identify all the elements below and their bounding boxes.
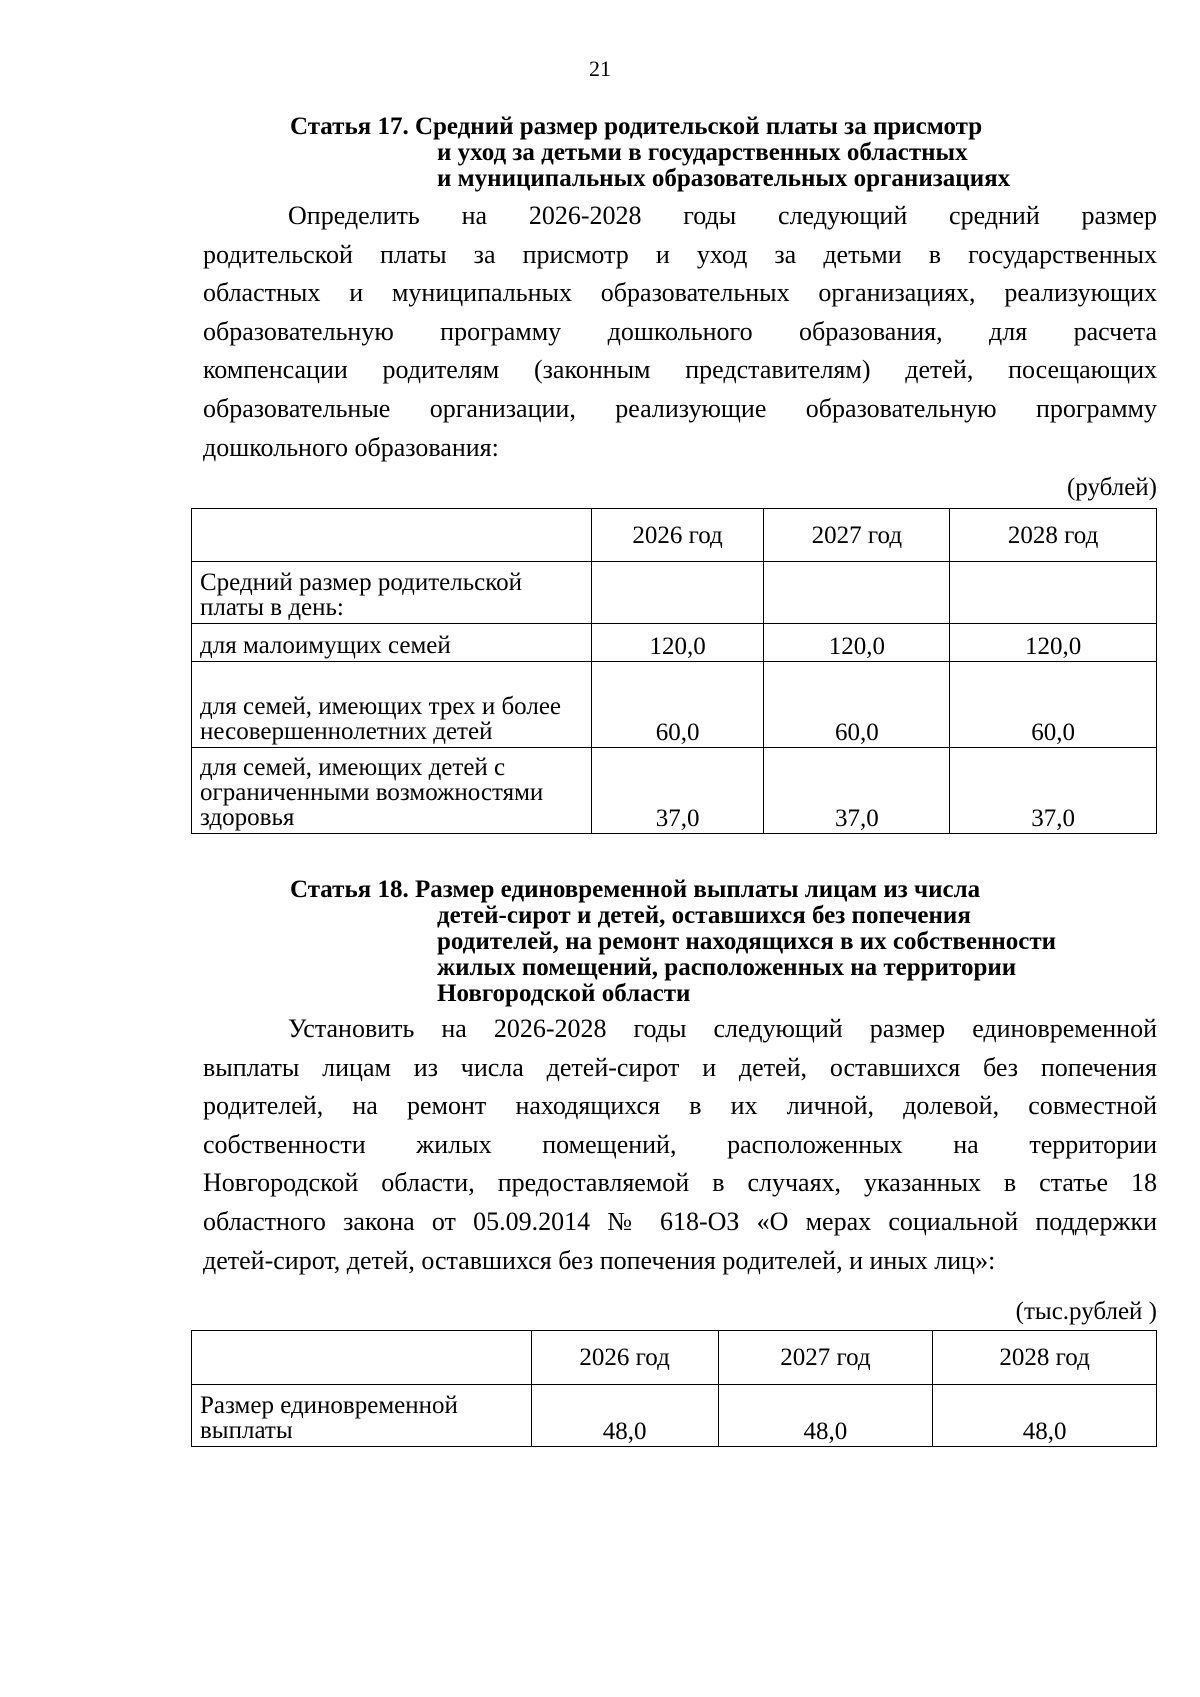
- table-row: [192, 562, 1157, 624]
- heading-line: родителей, на ремонт находящихся в их собственности: [437, 928, 1057, 955]
- lump-sum-payment-table: [191, 1330, 1157, 1447]
- table-row: [192, 748, 1157, 834]
- table-cell: [950, 562, 1157, 624]
- paragraph-line: дошкольного образования:: [203, 432, 499, 462]
- paragraph-line: Новгородской области, предоставляемой в случаях, указанных в статье 18: [203, 1168, 1157, 1198]
- table-row: [192, 1385, 1157, 1447]
- heading-line: и муниципальных образовательных организациях: [437, 165, 1011, 192]
- table-cell: 120,0: [591, 624, 764, 662]
- table-cell: 60,0: [950, 662, 1157, 748]
- paragraph-line: выплаты лицам из числа детей-сирот и детей, оставшихся без попечения: [203, 1052, 1157, 1082]
- heading-line: Статья 17. Средний размер родительской платы за присмотр: [290, 113, 983, 140]
- table-cell: 60,0: [764, 662, 950, 748]
- row-label: для малоимущих семей: [192, 624, 592, 662]
- table-header-cell: 2027 год: [718, 1331, 933, 1385]
- paragraph-line: родительской платы за присмотр и уход за детьми в государственных: [203, 239, 1157, 269]
- paragraph-line: областных и муниципальных образовательных организациях, реализующих: [203, 278, 1157, 308]
- table-cell: 37,0: [591, 748, 764, 834]
- table-cell: 48,0: [531, 1385, 718, 1447]
- table-cell: [591, 562, 764, 624]
- paragraph-line: Установить на 2026-2028 годы следующий размер единовременной: [288, 1014, 1157, 1043]
- paragraph-line: Определить на 2026-2028 годы следующий средний размер: [288, 201, 1157, 230]
- paragraph-line: образовательные организации, реализующие образовательную программу: [203, 393, 1157, 423]
- table-header-cell: 2028 год: [933, 1331, 1157, 1385]
- article-18-heading: [290, 877, 1056, 1007]
- row-label: Средний размер родительской платы в день:: [192, 562, 592, 624]
- heading-line: и уход за детьми в государственных областных: [437, 139, 968, 166]
- table-unit-label: (рублей): [1066, 474, 1157, 501]
- row-label: для семей, имеющих детей с ограниченными возможностями здоровья: [192, 748, 592, 834]
- paragraph-line: детей-сирот, детей, оставшихся без попечения родителей, и иных лиц»:: [203, 1245, 996, 1275]
- table-header-cell: 2027 год: [764, 509, 950, 562]
- article-17-heading: [290, 114, 1010, 192]
- table-unit-label: (тыс.рублей ): [1015, 1298, 1157, 1325]
- table-cell: 48,0: [718, 1385, 933, 1447]
- table-cell: 48,0: [933, 1385, 1157, 1447]
- paragraph-line: собственности жилых помещений, расположенных на территории: [203, 1129, 1157, 1159]
- table-cell: 37,0: [764, 748, 950, 834]
- heading-line: жилых помещений, расположенных на территории: [437, 954, 1017, 981]
- page-number: 21: [589, 56, 611, 81]
- table-header-cell: [192, 509, 592, 562]
- table-cell: 37,0: [950, 748, 1157, 834]
- article-17-paragraph: [203, 197, 1157, 467]
- heading-line: Статья 18. Размер единовременной выплаты лицам из числа: [290, 876, 981, 903]
- table-header-row: [192, 509, 1157, 562]
- table-header-cell: 2026 год: [531, 1331, 718, 1385]
- table-header-cell: 2028 год: [950, 509, 1157, 562]
- table-cell: 120,0: [950, 624, 1157, 662]
- table-header-cell: [192, 1331, 532, 1385]
- table-cell: 120,0: [764, 624, 950, 662]
- row-label: для семей, имеющих трех и более несовершеннолетних детей: [192, 662, 592, 748]
- table-header-row: [192, 1331, 1157, 1385]
- paragraph-line: родителей, на ремонт находящихся в их личной, долевой, совместной: [203, 1091, 1157, 1121]
- table-header-cell: 2026 год: [591, 509, 764, 562]
- row-label: Размер единовременной выплаты: [192, 1385, 532, 1447]
- table-row: [192, 624, 1157, 662]
- paragraph-line: образовательную программу дошкольного образования, для расчета: [203, 316, 1157, 346]
- heading-line: Новгородской области: [437, 980, 691, 1007]
- paragraph-line: областного закона от 05.09.2014 № 618-ОЗ «О мерах социальной поддержки: [203, 1206, 1157, 1236]
- table-row: [192, 662, 1157, 748]
- table-cell: 60,0: [591, 662, 764, 748]
- paragraph-line: компенсации родителям (законным представителям) детей, посещающих: [203, 355, 1157, 385]
- table-cell: [764, 562, 950, 624]
- heading-line: детей-сирот и детей, оставшихся без попечения: [437, 902, 971, 929]
- parental-fee-table: [191, 508, 1157, 834]
- article-18-paragraph: [203, 1010, 1157, 1280]
